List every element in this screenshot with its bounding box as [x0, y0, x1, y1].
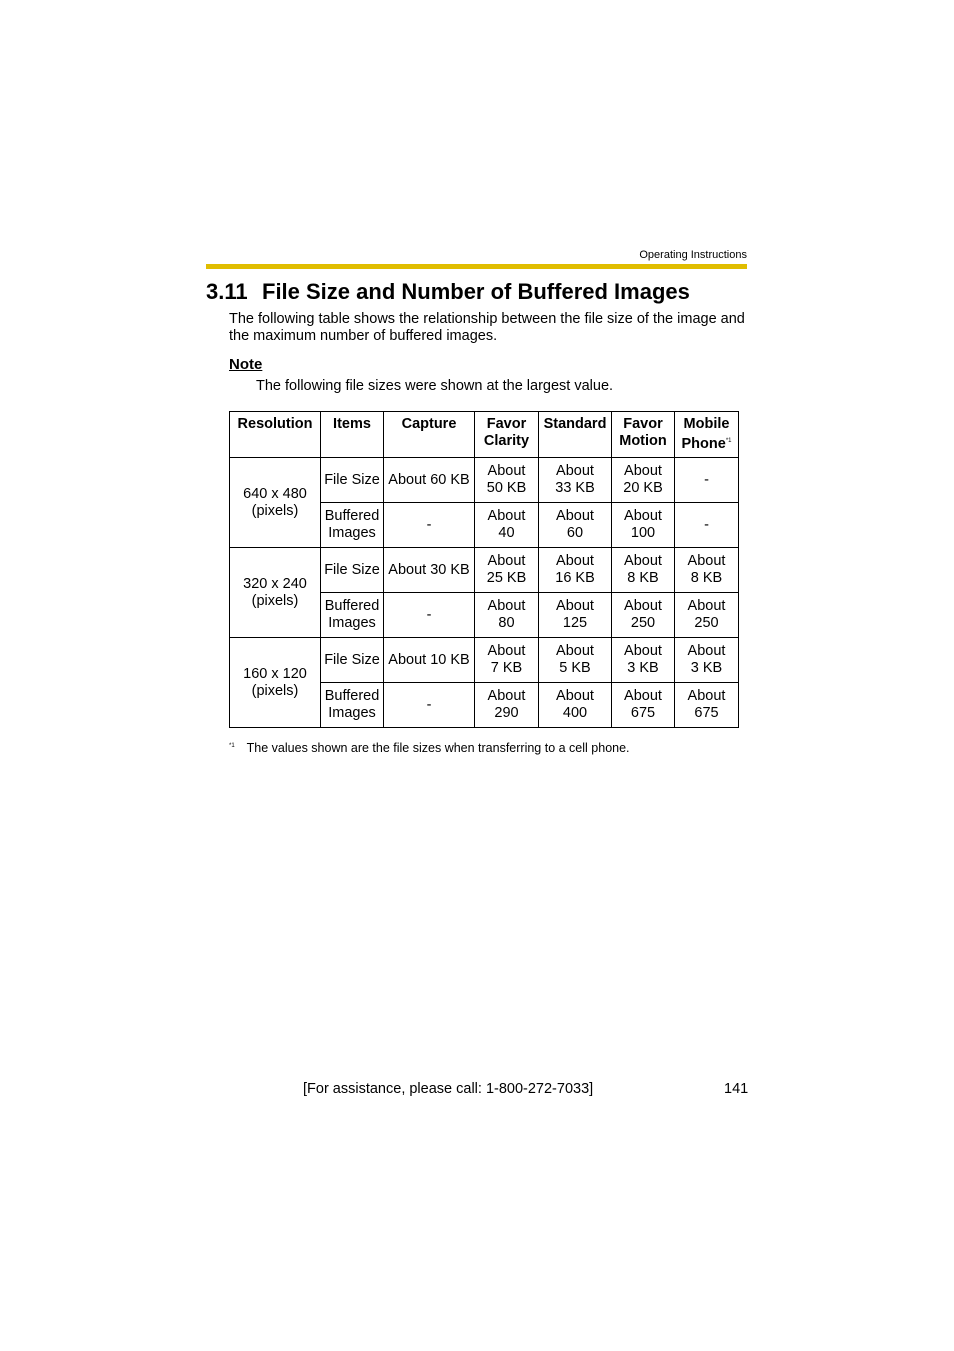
mobile-cell: - — [675, 503, 739, 548]
mobile-cell: About 8 KB — [675, 548, 739, 593]
header-standard: Standard — [539, 412, 612, 458]
note-heading: Note — [229, 356, 263, 373]
standard-cell: About 33 KB — [539, 458, 612, 503]
footnote — [229, 741, 630, 755]
standard-cell: About 60 — [539, 503, 612, 548]
standard-cell: About 5 KB — [539, 638, 612, 683]
item-cell: File Size — [321, 548, 384, 593]
footnote-ref-mark: *1 — [725, 438, 732, 444]
clarity-cell: About 40 — [475, 503, 539, 548]
item-cell: File Size — [321, 458, 384, 503]
motion-cell: About 675 — [612, 683, 675, 728]
motion-cell: About 8 KB — [612, 548, 675, 593]
section-number: 3.11 — [206, 279, 248, 304]
capture-cell: - — [384, 593, 475, 638]
note-text: The following file sizes were shown at the largest value. — [256, 378, 614, 394]
intro-paragraph: The following table shows the relationship between the file size of the image and the maximum number of buffered images. — [229, 311, 745, 344]
header-rule — [206, 264, 747, 269]
header-capture: Capture — [384, 412, 475, 458]
table-row — [230, 548, 739, 593]
motion-cell: About 3 KB — [612, 638, 675, 683]
motion-cell: About 100 — [612, 503, 675, 548]
section-title — [206, 279, 690, 305]
header-resolution: Resolution — [230, 412, 321, 458]
standard-cell: About 125 — [539, 593, 612, 638]
mobile-cell: About 250 — [675, 593, 739, 638]
capture-cell: - — [384, 683, 475, 728]
header-favor-clarity: Favor Clarity — [475, 412, 539, 458]
table-row — [230, 638, 739, 683]
clarity-cell: About 290 — [475, 683, 539, 728]
motion-cell: About 250 — [612, 593, 675, 638]
item-cell: Buffered Images — [321, 593, 384, 638]
mobile-cell: About 3 KB — [675, 638, 739, 683]
capture-cell: - — [384, 503, 475, 548]
header-label: Operating Instructions — [639, 249, 747, 261]
item-cell: File Size — [321, 638, 384, 683]
motion-cell: About 20 KB — [612, 458, 675, 503]
mobile-cell: - — [675, 458, 739, 503]
page-number: 141 — [724, 1081, 749, 1097]
resolution-cell: 640 x 480 (pixels) — [230, 458, 321, 548]
capture-cell: About 10 KB — [384, 638, 475, 683]
resolution-cell: 320 x 240 (pixels) — [230, 548, 321, 638]
clarity-cell: About 80 — [475, 593, 539, 638]
clarity-cell: About 25 KB — [475, 548, 539, 593]
file-size-table — [229, 411, 739, 728]
footnote-mark: *1 — [229, 742, 235, 749]
item-cell: Buffered Images — [321, 683, 384, 728]
footnote-text: The values shown are the file sizes when transferring to a cell phone. — [246, 741, 630, 755]
item-cell: Buffered Images — [321, 503, 384, 548]
table-header-row — [230, 412, 739, 458]
standard-cell: About 16 KB — [539, 548, 612, 593]
clarity-cell: About 7 KB — [475, 638, 539, 683]
assistance-text: [For assistance, please call: 1-800-272-7033] — [303, 1081, 594, 1097]
resolution-cell: 160 x 120 (pixels) — [230, 638, 321, 728]
standard-cell: About 400 — [539, 683, 612, 728]
mobile-cell: About 675 — [675, 683, 739, 728]
table-row — [230, 458, 739, 503]
header-favor-motion: Favor Motion — [612, 412, 675, 458]
header-mobile-phone: Mobile Phone$^{*1}$ — [675, 412, 739, 458]
header-items: Items — [321, 412, 384, 458]
capture-cell: About 30 KB — [384, 548, 475, 593]
section-title-text: File Size and Number of Buffered Images — [262, 279, 690, 304]
clarity-cell: About 50 KB — [475, 458, 539, 503]
capture-cell: About 60 KB — [384, 458, 475, 503]
